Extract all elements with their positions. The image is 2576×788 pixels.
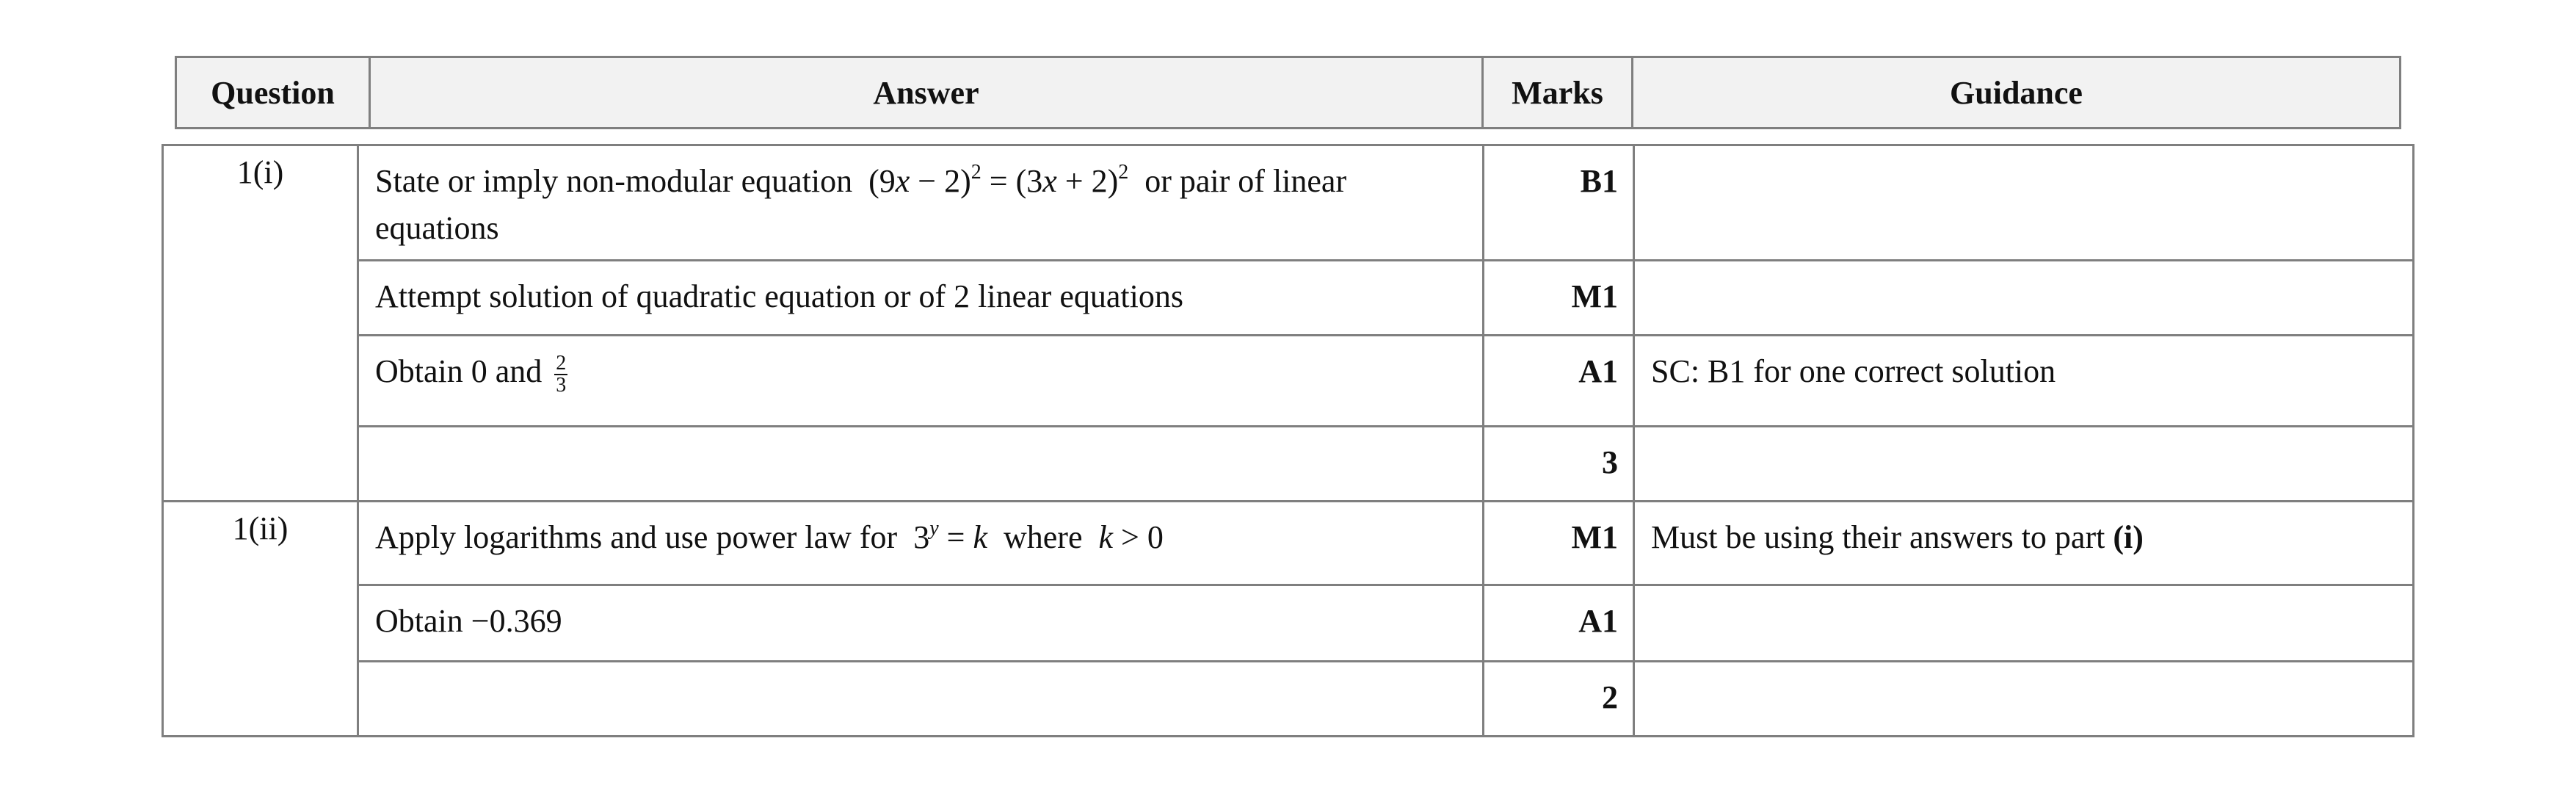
answer-cell xyxy=(358,336,1484,427)
table-row xyxy=(163,145,2414,261)
table-row xyxy=(163,502,2414,585)
question-label-1i: 1(i) xyxy=(163,145,358,502)
answer-cell xyxy=(358,662,1484,737)
header-marks: Marks xyxy=(1483,57,1633,129)
equation: $3^y = k$ xyxy=(913,517,987,555)
guidance-cell xyxy=(1634,662,2414,737)
header-guidance: Guidance xyxy=(1633,57,2401,129)
header-question: Question xyxy=(176,57,370,129)
inequality: k > 0 xyxy=(1098,519,1164,555)
guidance-cell xyxy=(1634,261,2414,336)
guidance-cell xyxy=(1634,585,2414,662)
answer-cell xyxy=(358,427,1484,502)
answer-text: State or imply non-modular equation xyxy=(375,163,853,199)
question-label-1ii: 1(ii) xyxy=(163,502,358,737)
table-row xyxy=(163,261,2414,336)
mark-cell: A1 xyxy=(1484,585,1634,662)
mark-cell: M1 xyxy=(1484,502,1634,585)
answer-text: Apply logarithms and use power law for xyxy=(375,519,898,555)
guidance-cell xyxy=(1634,427,2414,502)
guidance-cell: Must be using their answers to part (i) xyxy=(1634,502,2414,585)
answer-cell: Attempt solution of quadratic equation or of 2 linear equations xyxy=(358,261,1484,336)
mark-cell: A1 xyxy=(1484,336,1634,427)
answer-text: or pair of linear equations xyxy=(375,163,1347,246)
answer-text: where xyxy=(1003,519,1083,555)
answer-cell: Obtain −0.369 xyxy=(358,585,1484,662)
mark-total-cell: 2 xyxy=(1484,662,1634,737)
mark-cell: M1 xyxy=(1484,261,1634,336)
table-row xyxy=(163,585,2414,662)
guidance-cell: SC: B1 for one correct solution xyxy=(1634,336,2414,427)
fraction: $\frac{2}{3}$ xyxy=(556,351,567,397)
table-row xyxy=(163,427,2414,502)
mark-total-cell: 3 xyxy=(1484,427,1634,502)
table-row xyxy=(163,336,2414,427)
answer-text: Obtain 0 and xyxy=(375,353,543,389)
answer-cell xyxy=(358,502,1484,585)
table-row xyxy=(163,662,2414,737)
answer-cell xyxy=(358,145,1484,261)
mark-cell: B1 xyxy=(1484,145,1634,261)
mark-scheme-header xyxy=(175,56,2401,129)
guidance-cell xyxy=(1634,145,2414,261)
header-answer: Answer xyxy=(370,57,1483,129)
mark-scheme-body xyxy=(162,144,2414,737)
equation: $(9x - 2)^2 = (3x + 2)^2$ xyxy=(868,161,1129,199)
